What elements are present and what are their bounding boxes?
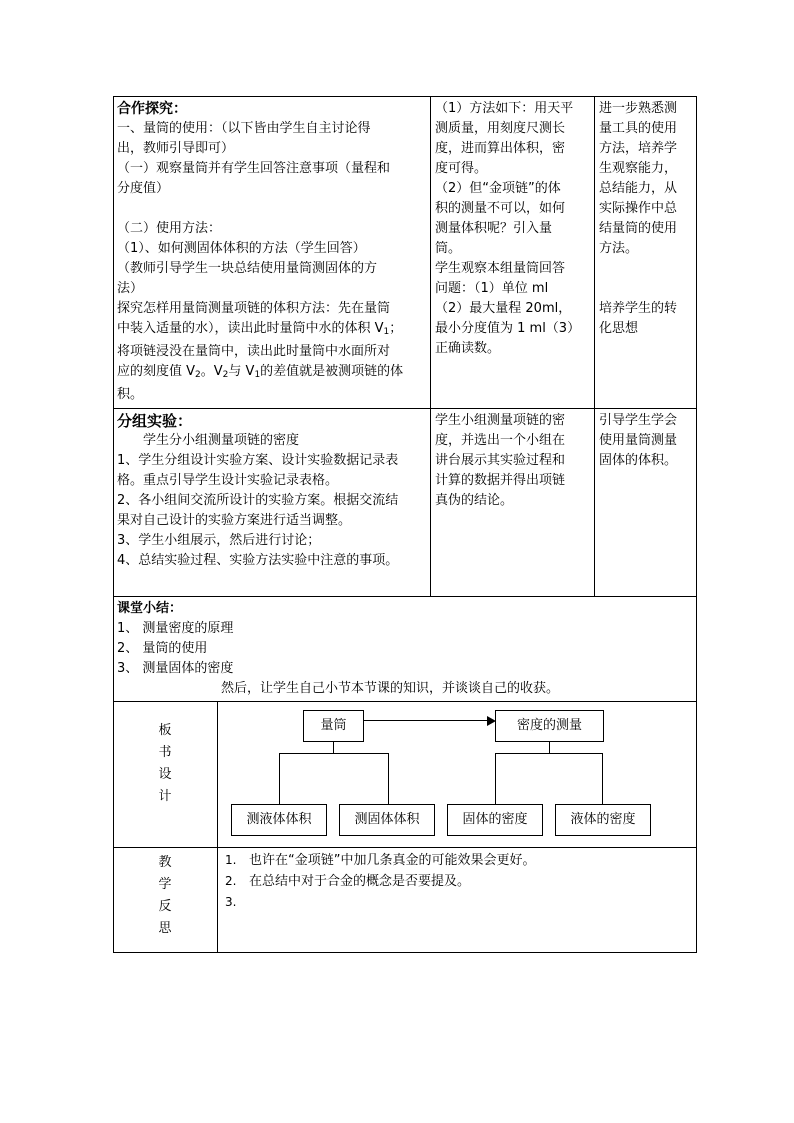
row-divider	[113, 408, 697, 409]
text-line: （1）、如何测固体体积的方法（学生回答）	[117, 241, 366, 256]
label-char: 学	[158, 877, 172, 892]
text-line: 法）	[117, 281, 144, 296]
item-text: 在总结中对于合金的概念是否要提及。	[249, 874, 471, 889]
text-line: 出，教师引导即可）	[117, 141, 235, 156]
box-liquid-density: 液体的密度	[555, 804, 651, 836]
label-char: 设	[158, 767, 172, 782]
text-line: （教师引导学生一块总结使用量筒测固体的方	[117, 261, 378, 276]
text-line: 固体的体积。	[599, 453, 678, 468]
text-line: 积的测量不可以，如何	[435, 201, 566, 216]
text-span: 中装入适量的水），读出此时量筒中水的体积 V	[117, 321, 384, 336]
text-line: 1、 测量密度的原理	[117, 621, 234, 636]
text-span: 的差值就是被测项链的体	[260, 364, 404, 379]
text-line: （一）观察量筒并有学生回答注意事项（量程和	[117, 161, 391, 176]
text-line: 问题：（1）单位 ml	[435, 281, 549, 296]
text-line: 度，进而算出体积，密	[435, 141, 566, 156]
reflection-list	[225, 850, 693, 950]
text-span: 。V	[200, 364, 223, 379]
connector-line	[279, 753, 280, 804]
box-liquid-volume: 测液体体积	[231, 804, 327, 836]
section-heading: 课堂小结：	[117, 601, 183, 616]
text-line: （2）最大量程 20ml，	[435, 301, 572, 316]
item-number: 2.	[225, 874, 237, 888]
text-line: 2、 量筒的使用	[117, 641, 208, 656]
text-span: ；	[389, 321, 403, 336]
text-line: （二）使用方法：	[117, 221, 222, 236]
label-char: 板	[158, 723, 172, 738]
connector-line	[495, 753, 603, 754]
text-line: 学生小组测量项链的密	[435, 413, 566, 428]
text-line	[117, 319, 429, 342]
design-intent-cell	[599, 99, 695, 407]
table-border-bottom	[113, 952, 697, 953]
text-line: 化思想	[599, 321, 639, 336]
table-border-left	[113, 96, 114, 953]
text-line: 真伪的结论。	[435, 493, 514, 508]
text-line: 4、总结实验过程、实验方法实验中注意的事项。	[117, 553, 399, 568]
text-line: 积。	[117, 387, 144, 402]
subscript: 2	[222, 370, 229, 380]
text-line: 探究怎样用量筒测量项链的体积方法：先在量筒	[117, 301, 391, 316]
text-line: 量工具的使用	[599, 121, 678, 136]
text-line: 测量体积呢？引入量	[435, 221, 553, 236]
text-line: 讲台展示其实验过程和	[435, 453, 566, 468]
text-line: 最小分度值为 1 ml（3）	[435, 321, 581, 336]
text-line: 分度值）	[117, 181, 170, 196]
table-border-top	[113, 96, 697, 97]
text-line: 方法。	[599, 241, 639, 256]
list-item	[225, 892, 693, 913]
row-divider	[113, 847, 697, 848]
text-line: （1）方法如下：用天平	[435, 101, 574, 116]
board-design-label	[150, 720, 180, 808]
column-divider	[594, 96, 595, 596]
column-divider	[430, 96, 431, 596]
text-line: 3、学生小组展示，然后进行讨论；	[117, 533, 321, 548]
text-line: 培养学生的转	[599, 301, 678, 316]
text-line: 1、学生分组设计实验方案、设计实验数据记录表	[117, 453, 399, 468]
lesson-summary-cell	[117, 599, 693, 699]
connector-line	[333, 741, 334, 753]
text-line: 学生分小组测量项链的密度	[143, 433, 300, 448]
text-line: 将项链浸没在量筒中，读出此时量筒中水面所对	[117, 344, 391, 359]
label-char: 教	[158, 855, 172, 870]
student-activity-cell	[435, 99, 593, 407]
box-solid-density: 固体的密度	[447, 804, 543, 836]
text-line: 生观察能力，	[599, 161, 678, 176]
text-line: 计算的数据并得出项链	[435, 473, 566, 488]
label-char: 思	[158, 921, 172, 936]
text-line: 格。重点引导学生设计实验记录表格。	[117, 473, 339, 488]
text-line: 度可得。	[435, 161, 488, 176]
text-line: 结量筒的使用	[599, 221, 678, 236]
section-heading: 合作探究：	[117, 101, 187, 117]
label-char: 反	[158, 899, 172, 914]
box-solid-volume: 测固体体积	[339, 804, 435, 836]
group-intent-cell	[599, 411, 695, 595]
table-border-right	[696, 96, 697, 953]
connector-arrow-line	[364, 720, 489, 721]
text-line: 果对自己设计的实验方案进行适当调整。	[117, 513, 352, 528]
text-line: 3、 测量固体的密度	[117, 661, 234, 676]
cooperative-inquiry-cell	[117, 99, 429, 407]
box-density-measurement: 密度的测量	[495, 710, 604, 742]
text-line: （2）但“金项链”的体	[435, 181, 561, 196]
subscript: 1	[254, 370, 261, 380]
text-line: 使用量筒测量	[599, 433, 678, 448]
text-line	[117, 199, 429, 219]
row-divider	[113, 701, 697, 702]
section-heading: 分组实验：	[117, 412, 193, 430]
text-line: 学生观察本组量筒回答	[435, 261, 566, 276]
text-line: 筒。	[435, 241, 462, 256]
connector-line	[495, 753, 496, 804]
text-line: 然后，让学生自己小节本节课的知识，并谈谈自己的收获。	[221, 681, 560, 696]
item-text: 也许在“金项链”中加几条真金的可能效果会更好。	[249, 853, 536, 868]
text-line: 测质量，用刻度尺测长	[435, 121, 566, 136]
connector-line	[549, 741, 550, 753]
text-line: 度，并选出一个小组在	[435, 433, 566, 448]
spacer	[599, 259, 695, 299]
subscript: 2	[195, 370, 201, 380]
text-line: 一、量筒的使用：（以下皆由学生自主讨论得	[117, 121, 371, 136]
item-number: 1.	[225, 853, 237, 867]
item-number: 3.	[225, 895, 237, 909]
column-divider	[217, 701, 218, 953]
text-line: 进一步熟悉测	[599, 101, 678, 116]
text-line: 总结能力，从	[599, 181, 678, 196]
connector-line	[602, 753, 603, 804]
connector-line	[388, 753, 389, 804]
text-line	[117, 362, 429, 385]
text-line: 正确读数。	[435, 341, 501, 356]
teaching-reflection-label	[150, 852, 180, 940]
label-char: 书	[158, 745, 172, 760]
group-experiment-cell	[117, 411, 429, 595]
label-char: 计	[158, 789, 172, 804]
row-divider	[113, 596, 697, 597]
text-line: 方法，培养学	[599, 141, 678, 156]
text-span: 与 V	[228, 364, 255, 379]
text-line: 实际操作中总	[599, 201, 678, 216]
connector-line	[279, 753, 389, 754]
list-item	[225, 850, 693, 871]
box-graduated-cylinder: 量筒	[303, 710, 364, 742]
text-span: 应的刻度值 V	[117, 364, 196, 379]
text-line: 2、各小组间交流所设计的实验方案。根据交流结	[117, 493, 399, 508]
group-activity-cell	[435, 411, 593, 595]
list-item	[225, 871, 693, 892]
text-line: 引导学生学会	[599, 413, 678, 428]
subscript: 1	[383, 327, 390, 337]
